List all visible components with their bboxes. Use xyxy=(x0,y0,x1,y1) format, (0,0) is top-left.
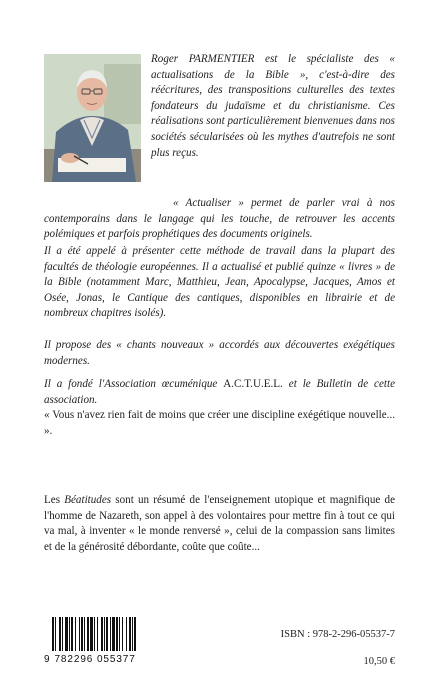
barcode-bar xyxy=(110,617,111,651)
barcode-bar xyxy=(52,617,54,651)
barcode-bar xyxy=(65,617,68,651)
barcode-bar xyxy=(101,617,103,651)
barcode-bar xyxy=(79,617,80,651)
barcode-group-2: 055377 xyxy=(96,654,136,665)
barcode-bar xyxy=(132,617,133,651)
barcode-bar xyxy=(69,617,70,651)
price: 10,50 € xyxy=(363,656,395,667)
summary-text: sont un résumé de l'enseignement utopique et magnifique de l'homme de Nazareth, son appel à des volontaires pour mettre fin à tout ce qui va mal, à inventer « le monde renversé », celui de la compassion sans limites et de la générosité débordante, coûte que coûte... xyxy=(44,494,395,553)
barcode-bar xyxy=(126,617,127,651)
barcode-bar xyxy=(55,617,56,651)
barcode-bar xyxy=(59,617,61,651)
barcode-bar xyxy=(84,617,85,651)
bio-paragraph-chants: Il propose des « chants nouveaux » accordés aux découvertes exégétiques modernes. xyxy=(44,339,395,367)
barcode-bars xyxy=(44,617,162,655)
barcode-bar xyxy=(119,617,120,651)
barcode-bar xyxy=(75,617,76,651)
author-bio-intro xyxy=(151,52,395,161)
barcode xyxy=(44,617,162,677)
summary-title-word: Béatitudes xyxy=(64,494,112,506)
author-portrait-illustration xyxy=(44,54,141,182)
summary-lead: Les xyxy=(44,494,65,506)
bio-paragraph-actualiser: « Actualiser » permet de parler vrai à nos contemporains dans le langage qui les touche, de retrouver les accents polémiques et parfois prophétiques des documents originels. xyxy=(44,197,395,241)
barcode-group-1: 782296 xyxy=(54,654,94,665)
association-text-a: Il a fondé l'Association œcuménique xyxy=(44,378,224,390)
bio-paragraph-career: Il a été appelé à présenter cette méthode de travail dans la plupart des facultés de théologie européennes. Il a actualisé et publié quinze « livres » de la Bible (notamment Marc, Matthieu, Jean, Apocalypse, Jacques, Amos et Osée, Jonas, le Cantique des cantiques, disponibles en librairie et de nombreux chapitres isolés). xyxy=(44,245,395,320)
barcode-bar xyxy=(94,617,95,651)
association-text-b: et le Bulletin de cette association. xyxy=(44,378,395,406)
barcode-bar xyxy=(106,617,108,651)
association-acronym: A.C.T.U.E.L. xyxy=(223,378,283,390)
barcode-bar xyxy=(134,617,136,651)
barcode-bar xyxy=(104,617,105,651)
barcode-bar xyxy=(62,617,63,651)
isbn: ISBN : 978-2-296-05537-7 xyxy=(280,629,395,640)
bio-paragraph-association xyxy=(44,377,395,408)
barcode-bar xyxy=(122,617,123,651)
barcode-bar xyxy=(90,617,93,651)
barcode-lead-digit: 9 xyxy=(44,654,51,665)
author-photo xyxy=(44,54,141,182)
barcode-bar xyxy=(112,617,115,651)
barcode-bar xyxy=(129,617,131,651)
barcode-digits xyxy=(44,654,164,665)
barcode-bar xyxy=(87,617,89,651)
quote-paragraph: « Vous n'avez rien fait de moins que créer une discipline exégétique nouvelle... ». xyxy=(44,409,395,437)
barcode-bar xyxy=(71,617,73,651)
barcode-bar xyxy=(81,617,83,651)
back-cover-summary xyxy=(44,493,395,555)
author-bio-intro-text: est le spécialiste des « actualisations de la Bible », c'est-à-dire des réécritures, des transpositions culturelles des textes fondateurs du judaïsme et du christianisme. Ces réalisations sont particulièrement bienvenues dans nos sociétés sécularisées où les mythes d'autrefois ne sont plus reçus. xyxy=(151,53,395,159)
author-name: Roger PARMENTIER xyxy=(151,53,255,65)
barcode-bar xyxy=(97,617,98,651)
barcode-bar xyxy=(116,617,118,651)
